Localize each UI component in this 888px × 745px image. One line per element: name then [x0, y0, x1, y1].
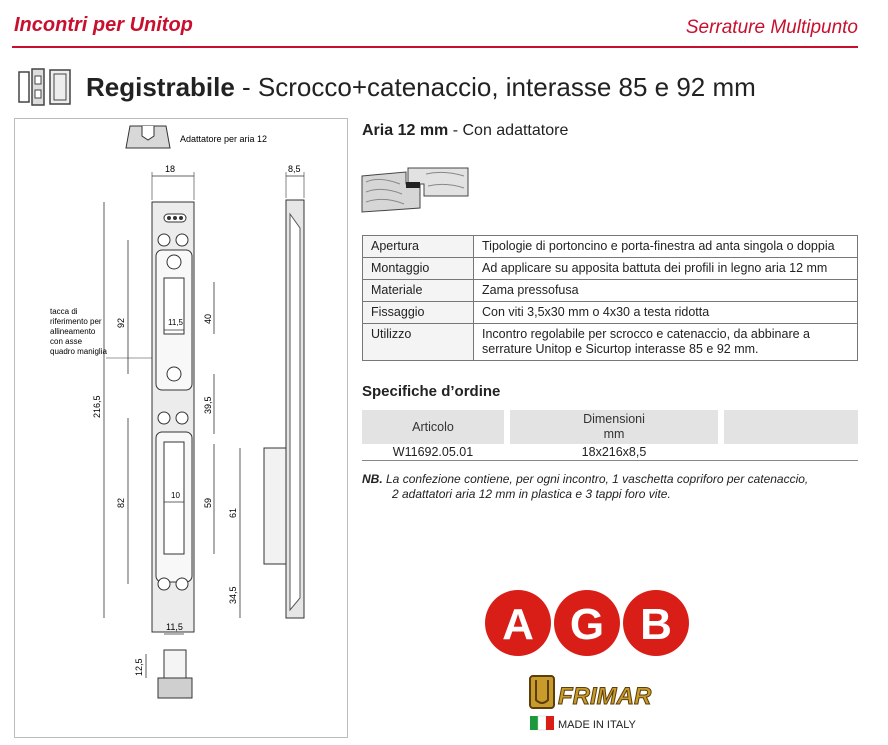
note-line-1: La confezione contiene, per ogni incontro, 1 vaschetta copriforo per catenaccio, — [382, 472, 809, 486]
header-divider — [12, 46, 858, 48]
agb-logo — [484, 588, 690, 658]
spec-value: Incontro regolabile per scrocco e catenaccio, da abbinare a serrature Unitop e Sicurtop interasse 85 e 92 mm. — [474, 324, 858, 361]
dim-18: 18 — [165, 164, 176, 174]
dim-216-5: 216,5 — [92, 395, 102, 418]
order-col-dimensions — [510, 410, 718, 444]
package-note — [362, 472, 862, 502]
agb-letter-g: G — [569, 600, 605, 649]
spec-row — [363, 324, 858, 361]
spec-row — [363, 302, 858, 324]
spec-row — [363, 258, 858, 280]
made-in-italy: MADE IN ITALY — [558, 719, 636, 731]
svg-text:allineamento: allineamento — [50, 327, 96, 336]
spec-label: Fissaggio — [363, 302, 474, 324]
dim-8-5: 8,5 — [288, 164, 301, 174]
spec-value: Zama pressofusa — [474, 280, 858, 302]
svg-text:riferimento per: riferimento per — [50, 317, 102, 326]
order-col-empty — [724, 410, 858, 444]
wood-profile-section-icon — [360, 162, 472, 220]
adapter-drawing — [126, 126, 170, 148]
strike-plate-icon — [16, 66, 74, 108]
spec-label: Montaggio — [363, 258, 474, 280]
product-title — [86, 72, 756, 103]
spec-value: Tipologie di portoncino e porta-finestra ad anta singola o doppia — [474, 236, 858, 258]
dim-59: 59 — [203, 497, 213, 508]
technical-drawing — [14, 118, 348, 738]
adapter-label: Adattatore per aria 12 — [180, 134, 268, 144]
note-prefix: NB. — [362, 472, 383, 486]
order-specs-title: Specifiche d’ordine — [362, 383, 501, 400]
spec-row — [363, 236, 858, 258]
spec-label: Apertura — [363, 236, 474, 258]
dim-11-5-slot: 11,5 — [168, 318, 183, 327]
spec-label: Utilizzo — [363, 324, 474, 361]
dim-92: 92 — [116, 317, 126, 328]
spec-table — [362, 235, 858, 361]
order-divider — [362, 460, 858, 461]
variant-subtitle-bold: Aria 12 mm — [362, 122, 449, 139]
dim-10: 10 — [171, 491, 180, 500]
agb-letter-a: A — [502, 600, 534, 649]
svg-text:tacca di: tacca di — [50, 307, 78, 316]
order-col-article: Articolo — [362, 410, 504, 444]
svg-text:quadro maniglia: quadro maniglia — [50, 347, 107, 356]
catalog-category-title: Serrature Multipunto — [685, 17, 858, 38]
spec-value: Con viti 3,5x30 mm o 4x30 a testa ridotta — [474, 302, 858, 324]
spec-value: Ad applicare su apposita battuta dei profili in legno aria 12 mm — [474, 258, 858, 280]
agb-letter-b: B — [640, 600, 672, 649]
dim-11-5-cap: 11,5 — [166, 622, 183, 632]
alignment-note — [50, 307, 152, 358]
order-col-dimensions-line1: Dimensioni — [583, 412, 645, 426]
order-col-dimensions-line2: mm — [603, 427, 625, 441]
order-dimensions-value: 18x216x8,5 — [581, 445, 647, 459]
frimar-wordmark: FRIMAR — [558, 683, 652, 710]
dim-61: 61 — [228, 507, 238, 518]
catalog-section-title: Incontri per Unitop — [14, 14, 193, 36]
spec-label: Materiale — [363, 280, 474, 302]
svg-text:con asse: con asse — [50, 337, 83, 346]
strike-plate-front — [152, 202, 194, 632]
cover-cap-drawing — [158, 650, 192, 698]
strike-plate-side — [264, 200, 304, 618]
product-title-bold: Registrabile — [86, 72, 235, 102]
variant-subtitle-rest: - Con adattatore — [448, 122, 569, 139]
dim-82: 82 — [116, 497, 126, 508]
dim-39-5: 39,5 — [203, 396, 213, 414]
frimar-logo — [526, 670, 686, 740]
product-title-rest: - Scrocco+catenaccio, interasse 85 e 92 mm — [234, 72, 756, 102]
variant-subtitle — [362, 122, 568, 140]
spec-row — [363, 280, 858, 302]
dim-12-5: 12,5 — [134, 658, 144, 676]
note-line-2: 2 adattatori aria 12 mm in plastica e 3 tappi foro vite. — [392, 487, 671, 501]
dim-34-5: 34,5 — [228, 586, 238, 604]
order-article-code: W11692.05.01 — [392, 445, 474, 459]
dim-40: 40 — [203, 313, 213, 324]
